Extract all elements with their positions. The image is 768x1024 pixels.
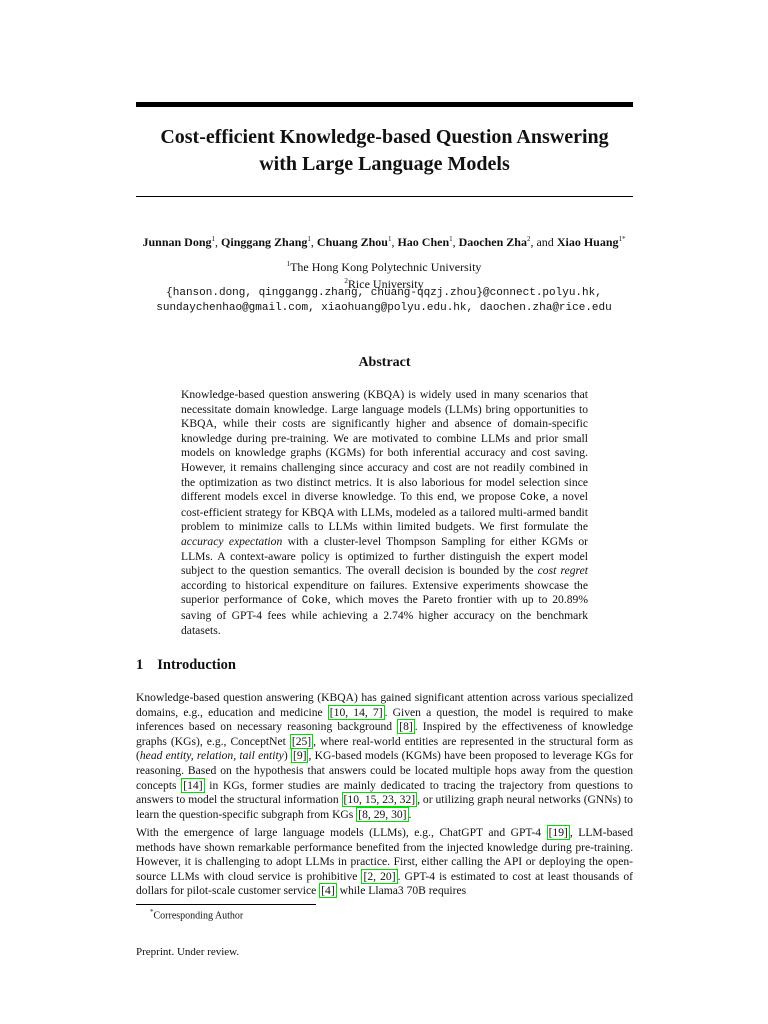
author-affiliation: 1 — [307, 235, 311, 243]
preprint-notice: Preprint. Under review. — [136, 946, 240, 958]
abstract-body — [181, 388, 588, 638]
abstract-text: with a cluster-level Thompson Sampling for either KGMs or LLMs. A context-aware policy is optimized to further distinguish the expert model subject to the question semantics. The overall decision is bounded by the — [181, 534, 588, 578]
citation-link[interactable]: [10, 15, 23, 32] — [343, 793, 416, 807]
author-affiliation: 1 — [449, 235, 453, 243]
affiliation-num: 2 — [344, 277, 348, 285]
title-line-1: Cost-efficient Knowledge-based Question Answering — [160, 126, 609, 148]
author-affiliation: 2 — [526, 235, 531, 243]
section-heading — [136, 657, 236, 674]
citation-link[interactable]: [25] — [291, 734, 312, 748]
author-name: Hao Chen — [397, 235, 450, 249]
citation-link[interactable]: [10, 14, 7] — [329, 705, 383, 719]
method-name: Coke — [301, 595, 328, 608]
footnote-rule — [136, 904, 316, 905]
author-name: Daochen Zha — [458, 235, 527, 249]
footnote-mark: * — [150, 908, 154, 916]
author-affiliation: 1* — [618, 235, 626, 243]
citation-link[interactable]: [8] — [399, 720, 413, 734]
footnote-text: Corresponding Author — [153, 910, 244, 922]
citation-link[interactable]: [8, 29, 30] — [358, 807, 407, 821]
abstract-emphasis: accuracy expectation — [181, 534, 283, 548]
author-affiliation: 1 — [387, 235, 392, 243]
abstract-text: according to historical expenditure on failures. Extensive experiments showcase the superior performance of — [181, 578, 588, 607]
affiliation-num: 1 — [286, 260, 291, 268]
citation-link[interactable]: [9] — [292, 749, 307, 763]
affiliation-name: Rice University — [347, 277, 424, 291]
footnote — [150, 908, 243, 921]
affiliation-item — [120, 257, 648, 274]
citation-link[interactable]: [2, 20] — [363, 869, 396, 883]
author-name: Junnan Dong — [142, 235, 212, 249]
email-line-1: {hanson.dong, qinggangg.zhang, chuang-qqzj.zhou}@connect.polyu.hk, — [166, 287, 602, 299]
citation-link[interactable]: [19] — [548, 826, 568, 839]
intro-paragraph-2: With the emergence of large language models (LLMs), e.g., ChatGPT and GPT-4 [19] , LLM-based methods have shown remarkable performance benefited from the injected knowledge during pre-training. However, it is challenging to adopt LLMs in practice. First, either calling the API or deploying the open-source LLMs with cloud service is prohibitive [2, 20] . GPT-4 is estimated to cost at least thousands of dollars for pilot-scale customer service [4] while Llama3 70B requires — [136, 826, 633, 898]
title-bottom-rule — [136, 196, 633, 197]
method-name: Coke — [519, 492, 546, 505]
abstract-emphasis: cost regret — [537, 564, 589, 578]
author-affiliation: 1 — [211, 235, 216, 243]
citation-link[interactable]: [4] — [321, 884, 335, 898]
author-name: Chuang Zhou — [316, 235, 388, 249]
paper-title — [136, 124, 633, 178]
author-name: Xiao Huang — [556, 235, 619, 249]
author-name: Qinggang Zhang — [221, 235, 308, 249]
citation-link[interactable]: [14] — [183, 778, 203, 792]
abstract-heading: Abstract — [358, 355, 411, 370]
email-list — [110, 286, 658, 316]
email-line-2: sundaychenhao@gmail.com, xiaohuang@polyu.edu.hk, daochen.zha@rice.edu — [156, 302, 612, 314]
title-line-2: with Large Language Models — [259, 153, 510, 175]
section-title: Introduction — [157, 657, 236, 673]
abstract-text: Knowledge-based question answering (KBQA) is widely used in many scenarios that necessitate domain knowledge. Large language models (LLMs) bring opportunities to KBQA, while their costs are significantly higher and absence of domain-specific knowledge during pre-training. We are motivated to combine LLMs and prior small models on knowledge graphs (KGMs) for both inferential accuracy and cost saving. However, it remains challenging since accuracy and cost are not readily combined in the optimization as two distinct metrics. It is also laborious for model selection since different models excel in diverse knowledge. To this end, we propose — [181, 388, 588, 504]
author-list: Junnan Dong$^1$, Qinggang Zhang$^1$, Chuang Zhou$^1$, Hao Chen$^1$, Daochen Zha$^2$, and Xiao Huang$^{1*}$ — [142, 235, 626, 249]
title-top-rule — [136, 102, 633, 107]
affiliation-name: The Hong Kong Polytechnic University — [290, 260, 482, 274]
abstract-text: , which moves the Pareto frontier with up to 20.89% saving of GPT-4 fees while achieving a 2.74% higher accuracy on the benchmark datasets. — [181, 593, 588, 637]
section-number: 1 — [136, 657, 144, 673]
intro-paragraph-1: Knowledge-based question answering (KBQA) has gained significant attention across various specialized domains, e.g., education and medicine [10, 14, 7] . Given a question, the model is required to make inferences based on necessary reasoning background [8] . Inspired by the effectiveness of knowledge graphs (KGs), e.g., ConceptNet [25] , where real-world entities are represented in the structural form as (head entity, relation, tail entity) [9] , KG-based models (KGMs) have been proposed to leverage KGs for reasoning. Based on the hypothesis that answers could be located multiple hops away from the question concepts [14] in KGs, former studies are mainly dedicated to tracing the trajectory from questions to answers to model the structural information [10, 15, 23, 32] , or utilizing graph neural networks (GNNs) to learn the question-specific subgraph from KGs [8, 29, 30] . — [136, 691, 633, 821]
abstract-text: , a novel cost-efficient strategy for KBQA with LLMs, modeled as a tailored multi-armed bandit problem to minimize calls to LLMs within limited budgets. We first formulate the — [181, 490, 588, 534]
